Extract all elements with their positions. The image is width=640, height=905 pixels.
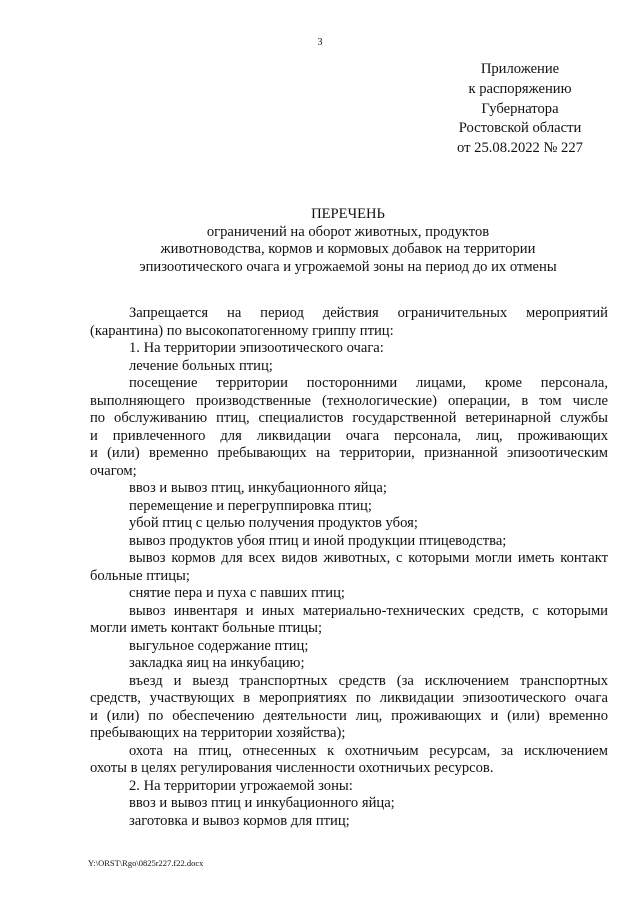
body-line: вывоз продуктов убоя птиц и иной продукции птицеводства;: [129, 532, 507, 549]
body-line: и (или) временно пребывающих на территории, признанной эпизоотическим: [90, 445, 608, 461]
body-line: перемещение и перегруппировка птиц;: [129, 497, 372, 514]
body-line: выгульное содержание птиц;: [129, 637, 309, 654]
body-line: и (или) по обеспечению деятельности лиц, проживающих и (или) временно: [90, 707, 608, 724]
body-line: могли иметь контакт больные птицы;: [90, 620, 323, 636]
appendix-line: от 25.08.2022 № 227: [457, 140, 583, 157]
body-line: убой птиц с целью получения продуктов убоя;: [129, 515, 418, 531]
body-line: вывоз кормов для всех видов животных, с которыми могли иметь контакт: [129, 550, 608, 566]
appendix-line: Ростовской области: [458, 120, 582, 137]
body-line: ввоз и вывоз птиц, инкубационного яйца;: [129, 480, 387, 496]
body-line: (карантина) по высокопатогенному гриппу птиц:: [90, 322, 394, 339]
body-line: заготовка и вывоз кормов для птиц;: [129, 812, 350, 829]
title-line: животноводства, кормов и кормовых добавок на территории: [160, 241, 536, 257]
title-line: ограничений на оборот животных, продуктов: [206, 223, 490, 240]
body-line: закладка яиц на инкубацию;: [129, 655, 305, 671]
body-line: вывоз инвентаря и иных материально-технических средств, с которыми: [129, 602, 608, 619]
body-line: 2. На территории угрожаемой зоны:: [129, 777, 353, 794]
appendix-line: к распоряжению: [468, 80, 572, 97]
body-line: и привлеченного для ликвидации очага персонала, лиц, проживающих: [90, 427, 608, 444]
appendix-line: Губернатора: [481, 100, 559, 117]
body-line: въезд и выезд транспортных средств (за исключением транспортных: [129, 672, 608, 689]
body-line: 1. На территории эпизоотического очага:: [129, 340, 384, 356]
body-line: ввоз и вывоз птиц и инкубационного яйца;: [129, 795, 395, 811]
page-number: 3: [317, 37, 323, 48]
body-line: лечение больных птиц;: [129, 357, 273, 374]
title-heading: ПЕРЕЧЕНЬ: [311, 206, 385, 222]
body-line: средств, участвующих в мероприятиях по ликвидации эпизоотического очага: [90, 690, 608, 706]
body-line: пребывающих на территории хозяйства);: [90, 725, 346, 741]
title-line: эпизоотического очага и угрожаемой зоны на период до их отмены: [139, 258, 557, 275]
file-path-footer: Y:\ORST\Rgo\0825r227.f22.docx: [88, 858, 204, 868]
body-line: по обслуживанию птиц, специалистов государственной ветеринарной службы: [90, 410, 608, 426]
body-line: охота на птиц, отнесенных к охотничьим ресурсам, за исключением: [129, 742, 608, 759]
body-line: Запрещается на период действия ограничительных мероприятий: [129, 305, 608, 321]
appendix-line: Приложение: [480, 61, 560, 77]
document-title: [88, 206, 608, 276]
appendix-block: [440, 60, 600, 159]
body-line: очагом;: [90, 462, 137, 479]
body-line: выполняющего производственные (технологические) операции, в том числе: [90, 392, 608, 409]
document-body: [90, 305, 608, 830]
body-line: посещение территории посторонними лицами, кроме персонала,: [129, 375, 608, 391]
body-line: охоты в целях регулирования численности охотничьих ресурсов.: [90, 760, 494, 776]
body-line: больные птицы;: [90, 567, 190, 584]
body-line: снятие пера и пуха с павших птиц;: [129, 585, 345, 601]
